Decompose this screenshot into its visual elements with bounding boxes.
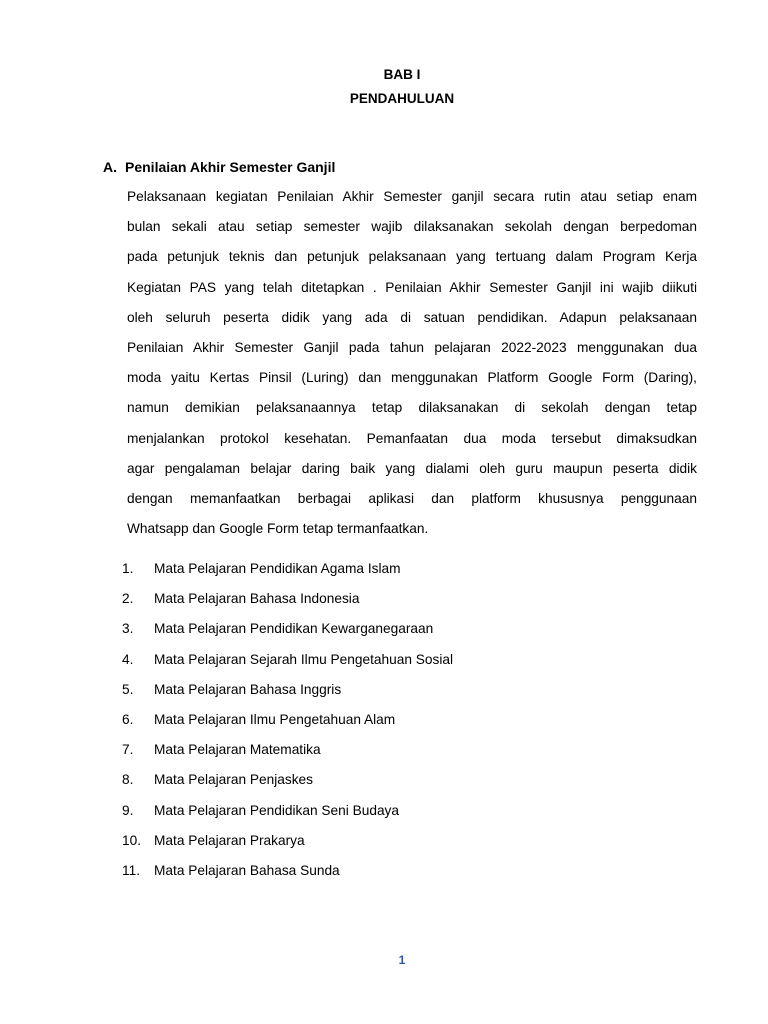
list-number: 8. (122, 772, 134, 788)
list-number: 3. (122, 621, 134, 637)
list-label: Mata Pelajaran Bahasa Inggris (154, 681, 342, 697)
list-item (122, 675, 453, 705)
list-item (122, 705, 453, 735)
list-item (122, 584, 453, 614)
list-item (122, 554, 453, 584)
list-number: 11. (122, 862, 141, 878)
paragraph-line: Penilaian Akhir Semester Ganjil pada tahun pelajaran 2022-2023 menggunakan dua (127, 339, 697, 355)
subject-list (122, 554, 453, 886)
section-letter: A. (103, 159, 117, 175)
paragraph-line: agar pengalaman belajar daring baik yang dialami oleh guru maupun peserta didik (127, 460, 697, 476)
list-item (122, 796, 453, 826)
list-item (122, 614, 453, 644)
list-label: Mata Pelajaran Penjaskes (154, 772, 314, 788)
list-label: Mata Pelajaran Ilmu Pengetahuan Alam (154, 711, 396, 727)
paragraph-line: namun demikian pelaksanaannya tetap dilaksanakan di sekolah dengan tetap (127, 400, 697, 416)
list-label: Mata Pelajaran Matematika (154, 742, 321, 758)
list-number: 5. (122, 681, 134, 697)
list-label: Mata Pelajaran Pendidikan Seni Budaya (154, 802, 400, 818)
paragraph-line: Kegiatan PAS yang telah ditetapkan . Penilaian Akhir Semester Ganjil ini wajib diikuti (127, 279, 697, 295)
list-label: Mata Pelajaran Prakarya (154, 832, 305, 848)
list-label: Mata Pelajaran Pendidikan Agama Islam (154, 561, 401, 576)
section-heading (103, 158, 335, 176)
list-label: Mata Pelajaran Pendidikan Kewarganegaraan (154, 621, 434, 637)
paragraph-line: menjalankan protokol kesehatan. Pemanfaatan dua moda tersebut dimaksudkan (127, 430, 697, 446)
section-title: Penilaian Akhir Semester Ganjil (125, 159, 336, 175)
paragraph-line: Pelaksanaan kegiatan Penilaian Akhir Semester ganjil secara rutin atau setiap enam (127, 189, 697, 204)
list-number: 7. (122, 742, 134, 758)
paragraph-line: dengan memanfaatkan berbagai aplikasi dan platform khususnya penggunaan (127, 490, 697, 506)
list-item (122, 735, 453, 765)
chapter-title: PENDAHULUAN (349, 91, 455, 106)
paragraph-line: Whatsapp dan Google Form tetap termanfaatkan. (127, 521, 429, 537)
list-number: 10. (122, 832, 142, 848)
page-number: 1 (398, 953, 406, 967)
list-item (122, 826, 453, 856)
paragraph-line: oleh seluruh peserta didik yang ada di satuan pendidikan. Adapun pelaksanaan (127, 309, 697, 325)
list-item (122, 856, 453, 886)
list-number: 4. (122, 651, 134, 667)
paragraph-line: bulan sekali atau setiap semester wajib dilaksanakan sekolah dengan berpedoman (127, 219, 697, 235)
list-item (122, 765, 453, 795)
paragraph-line: pada petunjuk teknis dan petunjuk pelaksanaan yang tertuang dalam Program Kerja (127, 249, 697, 265)
list-label: Mata Pelajaran Bahasa Sunda (154, 862, 340, 878)
list-label: Mata Pelajaran Bahasa Indonesia (154, 591, 360, 607)
chapter-label: BAB I (383, 67, 421, 82)
intro-paragraph (127, 182, 697, 544)
list-number: 2. (122, 591, 134, 607)
list-number: 1. (122, 561, 134, 576)
list-label: Mata Pelajaran Sejarah Ilmu Pengetahuan Sosial (154, 651, 454, 667)
list-item (122, 645, 453, 675)
list-number: 6. (122, 711, 134, 727)
paragraph-line: moda yaitu Kertas Pinsil (Luring) dan menggunakan Platform Google Form (Daring), (127, 370, 697, 386)
list-number: 9. (122, 802, 134, 818)
